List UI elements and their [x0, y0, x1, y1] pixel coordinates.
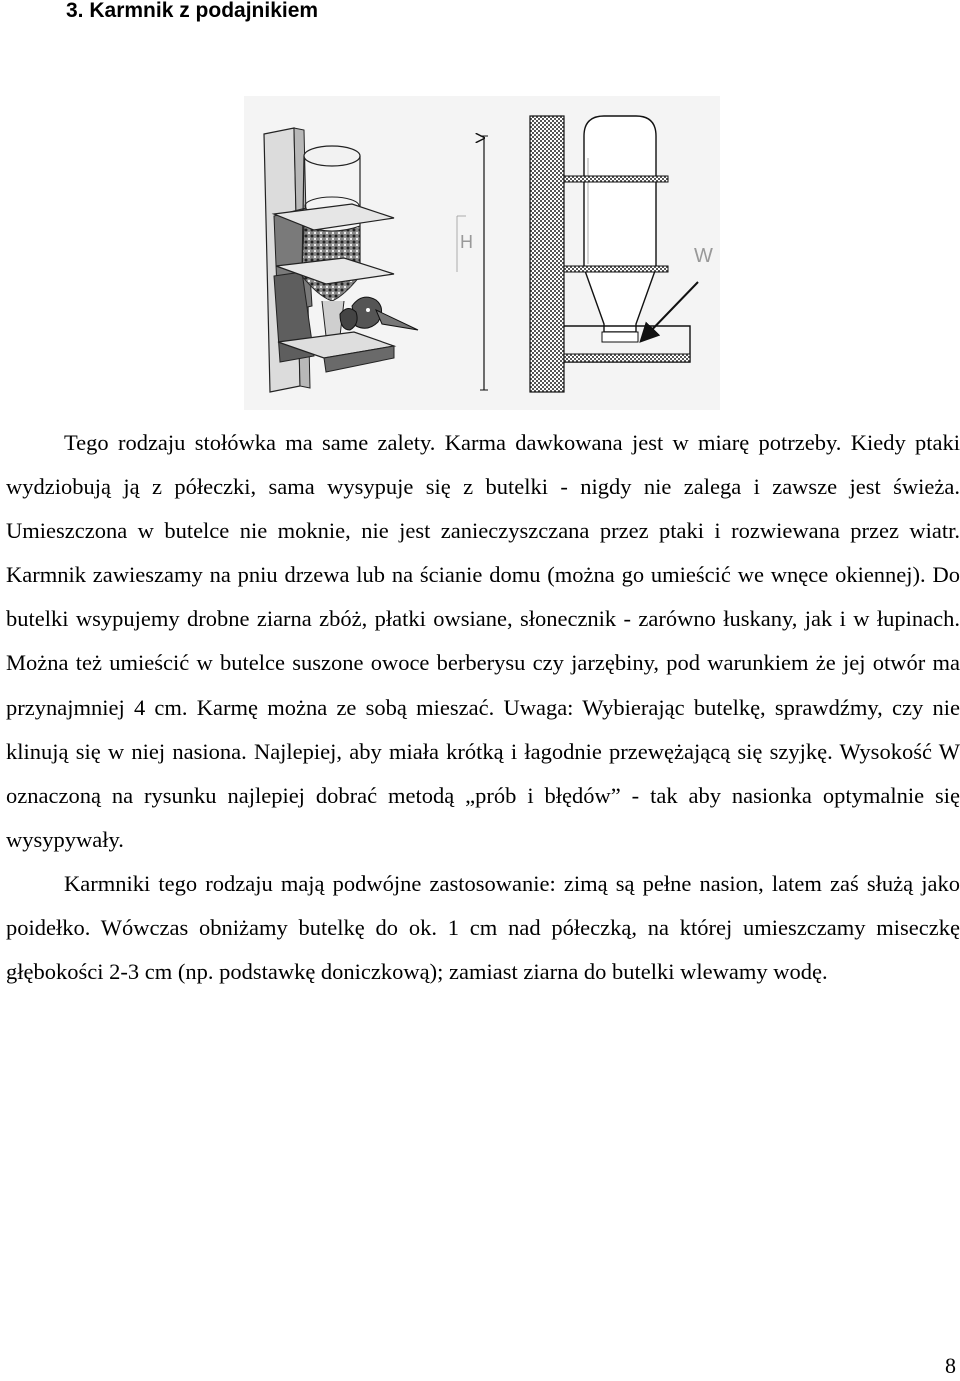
feeder-illustration [244, 96, 720, 410]
paragraph: Tego rodzaju stołówka ma same zalety. Karma dawkowana jest w miarę potrzeby. Kiedy ptaki wydziobują ją z półeczki, sama wysypuje się z butelki - nigdy nie zalega i zawsze jest świeża. Umieszczona w butelce nie moknie, nie jest zanieczyszczana przez ptaki i rozwiewana przez wiatr. Karmnik zawieszamy na pniu drzewa lub na ścianie domu (można go umieścić we wnęce okiennej). Do butelki wsypujemy drobne ziarna zbóż, płatki owsiane, słonecznik - zarówno łuskany, jak i w łupinach. Można też umieścić w butelce suszone owoce berberysu czy jarzębiny, pod warunkiem że jej otwór ma przynajmniej 4 cm. Karmę można ze sobą mieszać. Uwaga: Wybierając butelkę, sprawdźmy, czy nie klinują się w niej nasiona. Najlepiej, aby miała krótką i łagodnie przewężającą się szyjkę. Wysokość W oznaczoną na rysunku najlepiej dobrać metodą „prób i błędów” - tak aby nasionka optymalnie się wysypywały. [6, 430, 960, 852]
section-heading: 3. Karmnik z podajnikiem [66, 0, 319, 22]
article-body [6, 421, 960, 994]
paragraph: Karmniki tego rodzaju mają podwójne zastosowanie: zimą są pełne nasion, latem zaś służą jako poidełko. Wówczas obniżamy butelkę do ok. 1 cm nad półeczką, na której umieszczamy miseczkę głębokości 2-3 cm (np. podstawkę doniczkową); zamiast ziarna do butelki wlewamy wodę. [6, 870, 960, 985]
cross-section-diagram [457, 116, 713, 392]
dimension-label-h: H [460, 232, 473, 252]
dimension-label-w: W [694, 245, 713, 267]
feeder-sketch [264, 128, 418, 392]
page-number: 8 [945, 1353, 956, 1378]
